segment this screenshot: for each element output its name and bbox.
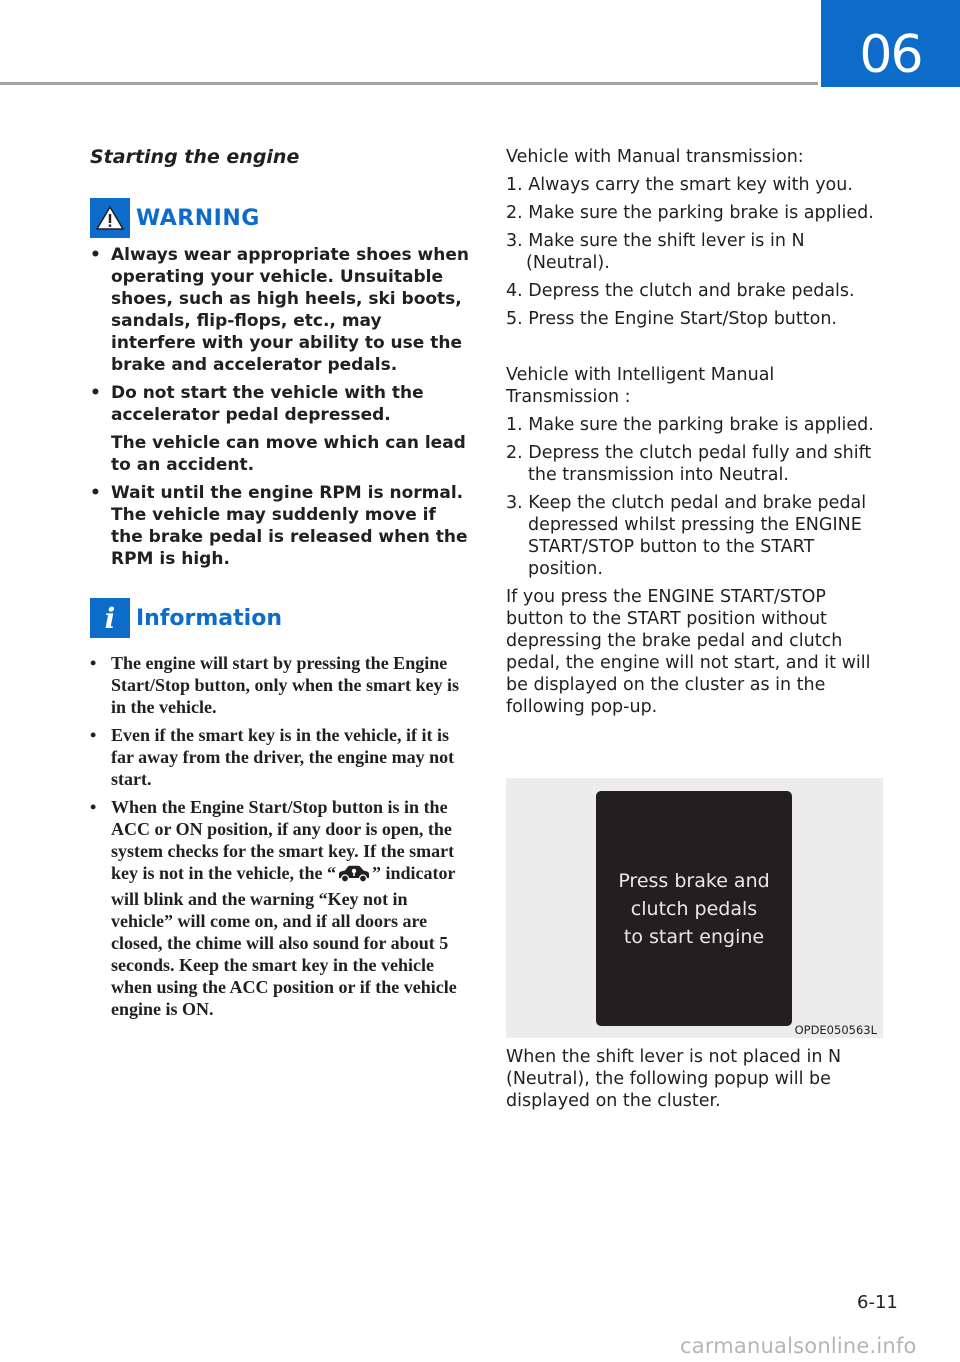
manual-heading: Vehicle with Manual transmission: bbox=[506, 147, 804, 167]
imt-paragraph: If you press the ENGINE START/STOP button to the START position without depressing the brake pedal and clutch pedal, the engine will not start, and it will be displayed on the cluster as in the following pop-up. bbox=[506, 587, 871, 717]
warning-item: • Always wear appropriate shoes when operating your vehicle. Unsuitable shoes, such as high heels, ski boots, sandals, flip-flops, etc., may interfere with your ability to use the brake and accelerator pedals. bbox=[90, 244, 470, 376]
warning-label: WARNING bbox=[136, 205, 260, 231]
right-column bbox=[506, 146, 886, 718]
imt-step: 3. Keep the clutch pedal and brake pedal depressed whilst pressing the ENGINE START/STOP button to the START position. bbox=[506, 493, 867, 579]
page-number: 6-11 bbox=[857, 1292, 898, 1313]
information-header bbox=[90, 598, 470, 638]
warning-list bbox=[90, 244, 470, 570]
left-column bbox=[90, 146, 470, 1026]
manual-step: 4. Depress the clutch and brake pedals. bbox=[506, 281, 855, 301]
information-label: Information bbox=[136, 605, 282, 631]
warning-header bbox=[90, 198, 470, 238]
imt-steps bbox=[506, 414, 886, 580]
warning-item-note: The vehicle can move which can lead to an accident. bbox=[111, 433, 466, 475]
information-item: • When the Engine Start/Stop button is in the ACC or ON position, if any door is open, the system checks for the smart key. If the smart key is not in the vehicle, the “ ” indicator will blink and the warning “Key not in vehicle” will come on, and if all doors are closed, the chime will also sound for about 5 seconds. Keep the smart key in the vehicle when using the ACC position or if the vehicle engine is ON. bbox=[90, 796, 470, 1020]
after-figure-paragraph: When the shift lever is not placed in N (Neutral), the following popup will be displayed on the cluster. bbox=[506, 1047, 842, 1111]
manual-steps bbox=[506, 174, 886, 330]
manual-step: 3. Make sure the shift lever is in N (Neutral). bbox=[506, 231, 805, 273]
imt-heading: Vehicle with Intelligent Manual Transmission : bbox=[506, 365, 775, 407]
section-title: Starting the engine bbox=[90, 146, 300, 168]
imt-step: 1. Make sure the parking brake is applied. bbox=[506, 415, 874, 435]
manual-step: 5. Press the Engine Start/Stop button. bbox=[506, 309, 837, 329]
imt-step: 2. Depress the clutch pedal fully and shift the transmission into Neutral. bbox=[506, 443, 872, 485]
warning-triangle-icon bbox=[90, 198, 130, 238]
information-item: • Even if the smart key is in the vehicle, if it is far away from the driver, the engine may not start. bbox=[90, 724, 470, 790]
cluster-figure bbox=[506, 778, 883, 1038]
header-rule bbox=[0, 82, 818, 85]
information-list bbox=[90, 652, 470, 1020]
chapter-tab: 06 bbox=[821, 0, 960, 87]
information-item: • The engine will start by pressing the Engine Start/Stop button, only when the smart key is in the vehicle. bbox=[90, 652, 470, 718]
watermark: carmanualsonline.info bbox=[680, 1334, 917, 1358]
figure-code: OPDE050563L bbox=[794, 1023, 877, 1037]
warning-item: • Do not start the vehicle with the accelerator pedal depressed. The vehicle can move which can lead to an accident. bbox=[90, 382, 470, 476]
manual-step: 2. Make sure the parking brake is applied. bbox=[506, 203, 874, 223]
cluster-message: Press brake and clutch pedals to start engine bbox=[618, 869, 770, 948]
warning-item: • Wait until the engine RPM is normal. The vehicle may suddenly move if the brake pedal is released when the RPM is high. bbox=[90, 482, 470, 570]
manual-step: 1. Always carry the smart key with you. bbox=[506, 175, 853, 195]
car-key-icon bbox=[336, 865, 372, 888]
info-icon: i bbox=[90, 598, 130, 638]
cluster-display bbox=[596, 791, 792, 1026]
